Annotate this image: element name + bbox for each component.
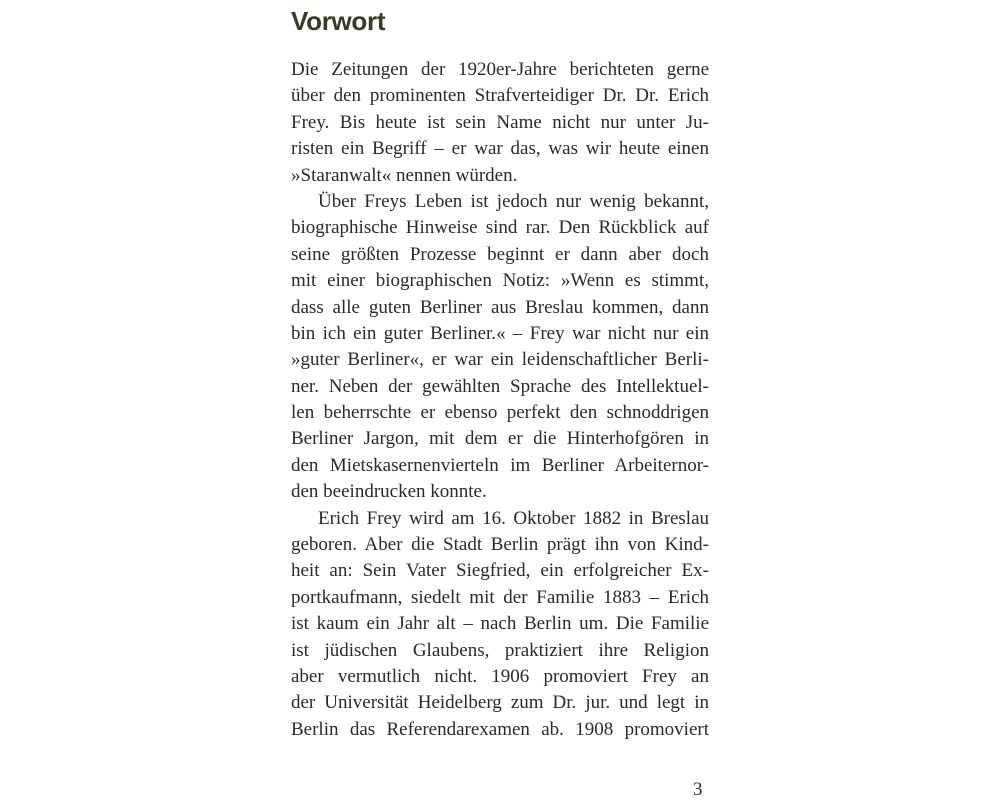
text-line: mit einer biographischen Notiz: »Wenn es stimmt, [291,270,709,292]
chapter-title: Vorwort [291,6,386,36]
text-line: Berlin das Referendarexamen ab. 1908 promoviert [291,718,709,740]
text-line: Über Freys Leben ist jedoch nur wenig bekannt, [318,190,709,212]
text-line: seine größten Prozesse beginnt er dann aber doch [291,243,709,265]
text-line: ner. Neben der gewählten Sprache des Intellektuel- [291,375,709,397]
text-line: den beeindrucken konnte. [291,481,487,503]
text-line: der Universität Heidelberg zum Dr. jur. und legt in [291,692,709,714]
paragraph [291,57,709,189]
paragraph [291,506,709,744]
body-text [291,57,709,743]
text-line: heit an: Sein Vater Siegfried, ein erfolgreicher Ex- [291,560,709,582]
text-line: über den prominenten Strafverteidiger Dr. Dr. Erich [291,85,709,107]
text-line: portkaufmann, siedelt mit der Familie 1883 – Erich [291,586,709,608]
page-number: 3 [693,779,703,800]
text-line: den Mietskasernenvierteln im Berliner Arbeiternor- [291,454,709,476]
text-line: len beherrschte er ebenso perfekt den schnoddrigen [291,402,709,424]
text-line: ist jüdischen Glaubens, praktiziert ihre Religion [291,639,709,661]
text-line: »Staranwalt« nennen würden. [291,164,518,186]
text-line: Die Zeitungen der 1920er-Jahre berichteten gerne [291,59,709,80]
text-line: Berliner Jargon, mit dem er die Hinterhofgören in [291,428,709,450]
text-line: bin ich ein guter Berliner.« – Frey war nicht nur ein [291,322,709,344]
text-line: dass alle guten Berliner aus Breslau kommen, dann [291,296,709,318]
text-line: aber vermutlich nicht. 1906 promoviert Frey an [291,665,709,687]
text-line: ist kaum ein Jahr alt – nach Berlin um. Die Familie [291,613,709,635]
text-line: Erich Frey wird am 16. Oktober 1882 in Breslau [318,507,709,529]
text-line: »guter Berliner«, er war ein leidenschaftlicher Berli- [291,349,709,371]
text-line: Frey. Bis heute ist sein Name nicht nur unter Ju- [291,111,709,133]
text-line: biographische Hinweise sind rar. Den Rückblick auf [291,217,709,239]
text-line: risten ein Begriff – er war das, was wir heute einen [291,138,709,160]
paragraph [291,189,709,506]
text-line: geboren. Aber die Stadt Berlin prägt ihn von Kind- [291,534,709,556]
